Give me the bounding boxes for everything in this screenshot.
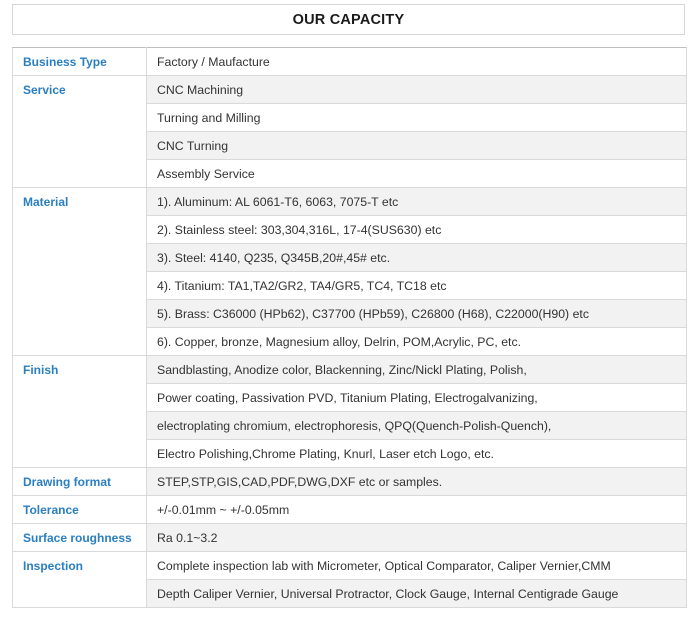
section-value: Depth Caliper Vernier, Universal Protractor, Clock Gauge, Internal Centigrade Gauge xyxy=(147,580,687,608)
section-value: Electro Polishing,Chrome Plating, Knurl, Laser etch Logo, etc. xyxy=(147,440,687,468)
table-row xyxy=(13,552,687,580)
page-title: OUR CAPACITY xyxy=(292,11,405,28)
table-row xyxy=(13,48,687,76)
section-label: Business Type xyxy=(13,48,147,76)
section-label: Inspection xyxy=(13,552,147,608)
section-value: 1). Aluminum: AL 6061-T6, 6063, 7075-T etc xyxy=(147,188,687,216)
section-value: STEP,STP,GIS,CAD,PDF,DWG,DXF etc or samples. xyxy=(147,468,687,496)
section-value: Factory / Maufacture xyxy=(147,48,687,76)
table-row xyxy=(13,524,687,552)
section-label: Finish xyxy=(13,356,147,468)
section-value: Power coating, Passivation PVD, Titanium Plating, Electrogalvanizing, xyxy=(147,384,687,412)
section-label: Surface roughness xyxy=(13,524,147,552)
section-value: 3). Steel: 4140, Q235, Q345B,20#,45# etc. xyxy=(147,244,687,272)
title-box xyxy=(12,4,685,35)
section-value: CNC Turning xyxy=(147,132,687,160)
section-value: +/-0.01mm ~ +/-0.05mm xyxy=(147,496,687,524)
section-value: Turning and Milling xyxy=(147,104,687,132)
table-row xyxy=(13,356,687,384)
section-value: Ra 0.1~3.2 xyxy=(147,524,687,552)
section-value: Assembly Service xyxy=(147,160,687,188)
capacity-table-body xyxy=(13,48,687,608)
table-row xyxy=(13,76,687,104)
table-row xyxy=(13,468,687,496)
capacity-table xyxy=(12,47,687,608)
section-value: Sandblasting, Anodize color, Blackenning, Zinc/Nickl Plating, Polish, xyxy=(147,356,687,384)
table-row xyxy=(13,188,687,216)
table-row xyxy=(13,496,687,524)
section-value: Complete inspection lab with Micrometer, Optical Comparator, Caliper Vernier,CMM xyxy=(147,552,687,580)
section-label: Material xyxy=(13,188,147,356)
section-label: Tolerance xyxy=(13,496,147,524)
section-value: 5). Brass: C36000 (HPb62), C37700 (HPb59), C26800 (H68), C22000(H90) etc xyxy=(147,300,687,328)
section-value: 4). Titanium: TA1,TA2/GR2, TA4/GR5, TC4, TC18 etc xyxy=(147,272,687,300)
section-label: Drawing format xyxy=(13,468,147,496)
section-value: 6). Copper, bronze, Magnesium alloy, Delrin, POM,Acrylic, PC, etc. xyxy=(147,328,687,356)
section-value: electroplating chromium, electrophoresis, QPQ(Quench-Polish-Quench), xyxy=(147,412,687,440)
section-label: Service xyxy=(13,76,147,188)
section-value: 2). Stainless steel: 303,304,316L, 17-4(SUS630) etc xyxy=(147,216,687,244)
section-value: CNC Machining xyxy=(147,76,687,104)
